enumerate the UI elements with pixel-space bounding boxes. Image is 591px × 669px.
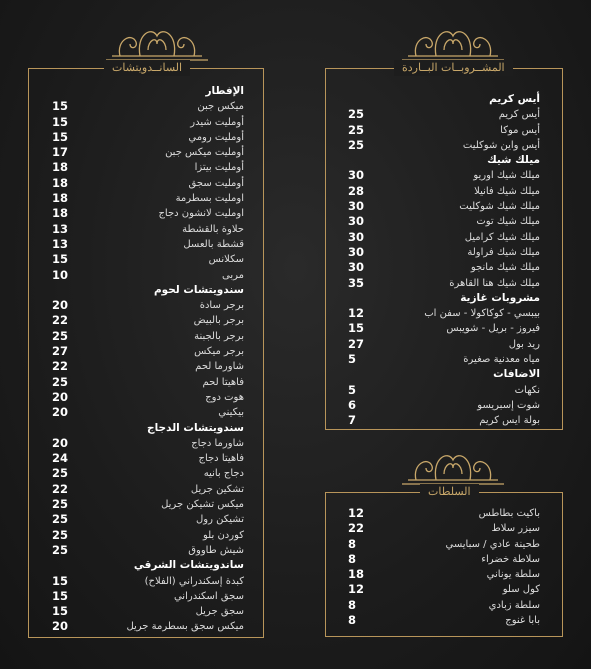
cold-drinks-title: المشــروبــات البــاردة: [394, 60, 513, 76]
menu-item-name: أومليت بيتزا: [194, 162, 244, 174]
menu-item: [348, 352, 540, 367]
menu-item-price: 12: [348, 582, 365, 597]
menu-item-price: 25: [52, 527, 69, 542]
menu-item: [52, 329, 244, 344]
menu-item: [348, 168, 540, 183]
menu-item-price: 30: [348, 168, 365, 183]
menu-item: [348, 383, 540, 398]
menu-item-price: 30: [348, 260, 365, 275]
menu-item-price: 24: [52, 451, 69, 466]
menu-item: [52, 619, 244, 634]
menu-item-price: 22: [52, 313, 69, 328]
menu-item-name: سكلانس: [208, 254, 244, 266]
menu-item-name: كبدة إسكندراني (الفلاح): [144, 575, 244, 587]
salads-list: [348, 506, 540, 628]
menu-item: [52, 543, 244, 558]
section-heading-label: سندويتشات الدجاج: [147, 421, 244, 434]
menu-item-price: 5: [348, 382, 357, 397]
menu-item: [348, 306, 540, 321]
menu-item: [52, 512, 244, 527]
section-heading: [52, 421, 244, 436]
menu-item-price: 18: [348, 567, 365, 582]
menu-item-name: ميكس جبن: [197, 101, 244, 113]
ornament-icon: [398, 20, 508, 62]
menu-item-name: ميلك شيك هنا القاهرة: [449, 277, 540, 289]
menu-item-name: شاورما دجاج: [191, 437, 244, 449]
section-heading-label: سندويتشات لحوم: [153, 283, 244, 296]
menu-item-price: 25: [52, 374, 69, 389]
menu-item: [348, 537, 540, 552]
section-heading: [348, 153, 540, 168]
menu-item-name: سيزر سلاط: [491, 523, 540, 535]
menu-item-price: 35: [348, 275, 365, 290]
menu-item-name: أومليت سجق: [188, 177, 244, 189]
menu-item-name: سلاطة خضراء: [481, 553, 540, 565]
menu-item: [348, 552, 540, 567]
sandwiches-list: [52, 84, 244, 635]
menu-item-name: ميلك شيك توت: [476, 216, 540, 228]
menu-item: [348, 582, 540, 597]
section-heading-label: الاضافات: [493, 368, 540, 381]
menu-item-price: 15: [52, 588, 69, 603]
menu-item-price: 20: [52, 405, 69, 420]
menu-item: [52, 436, 244, 451]
menu-item-price: 20: [52, 298, 69, 313]
menu-item-name: أومليت ميكس جبن: [165, 147, 244, 159]
menu-item-price: 20: [52, 389, 69, 404]
section-heading: [52, 558, 244, 573]
menu-item-name: بيبسي - كوكاكولا - سفن اب: [424, 308, 540, 320]
menu-item-name: أيس موكا: [500, 124, 540, 136]
menu-item: [52, 176, 244, 191]
menu-item-price: 8: [348, 551, 357, 566]
menu-item-name: مياه معدنية صغيرة: [463, 354, 540, 366]
menu-item: [348, 245, 540, 260]
section-heading-label: ساندويتشات الشرقي: [133, 559, 244, 572]
menu-item-name: حلاوة بالقشطة: [182, 223, 244, 235]
menu-item-price: 25: [52, 497, 69, 512]
menu-item-price: 18: [52, 191, 69, 206]
salads-title: السلطات: [420, 484, 479, 500]
menu-item: [52, 237, 244, 252]
menu-item: [348, 107, 540, 122]
menu-item: [52, 298, 244, 313]
menu-item-name: اومليت لانشون دجاج: [158, 208, 244, 220]
menu-item-price: 15: [52, 114, 69, 129]
menu-item-name: طحينة عادي / سبايسي: [445, 538, 540, 550]
menu-item: [348, 260, 540, 275]
menu-item-name: قشطة بالعسل: [183, 238, 244, 250]
menu-item-price: 15: [52, 252, 69, 267]
menu-item: [348, 138, 540, 153]
menu-item-name: برجر بالبيض: [193, 315, 244, 327]
menu-item: [52, 359, 244, 374]
menu-item-name: أيس واين شوكليت: [462, 139, 540, 151]
menu-item-name: كول سلو: [502, 584, 540, 596]
menu-item-name: فاهيتا لحم: [202, 376, 244, 388]
menu-item-name: سلطة زبادي: [488, 599, 540, 611]
section-heading-label: ميلك شيك: [487, 154, 540, 167]
menu-item: [348, 398, 540, 413]
menu-item-price: 22: [348, 521, 365, 536]
menu-item-name: سجق جريل: [195, 606, 244, 618]
menu-item: [52, 528, 244, 543]
menu-item-name: ميلك شيك مانجو: [470, 262, 540, 274]
menu-item-price: 10: [52, 267, 69, 282]
menu-item: [52, 160, 244, 175]
menu-item-name: سجق اسكندراني: [173, 590, 244, 602]
menu-item: [348, 230, 540, 245]
menu-item-price: 18: [52, 175, 69, 190]
menu-item: [52, 313, 244, 328]
menu-item-price: 5: [348, 352, 357, 367]
menu-item-name: شاورما لحم: [195, 361, 244, 373]
menu-item-name: باكيت بطاطس: [478, 508, 540, 519]
menu-item-name: ميلك شيك كراميل: [464, 231, 540, 243]
menu-item-price: 25: [348, 137, 365, 152]
menu-item: [52, 115, 244, 130]
menu-item-name: تشكين جريل: [190, 483, 244, 495]
menu-item-name: ميكس تشيكن جريل: [161, 499, 244, 511]
menu-item: [52, 482, 244, 497]
menu-item-name: برجر بالجبنة: [194, 330, 244, 342]
menu-item-name: سلطة يوناني: [486, 569, 540, 581]
menu-item-name: فيروز - بريل - شويبس: [446, 323, 540, 335]
menu-item: [348, 214, 540, 229]
menu-item-price: 17: [52, 145, 69, 160]
menu-item: [348, 123, 540, 138]
menu-item-name: اومليت بسطرمة: [175, 193, 244, 205]
menu-item-price: 12: [348, 306, 365, 321]
menu-item-price: 30: [348, 214, 365, 229]
menu-item: [52, 604, 244, 619]
menu-item: [52, 252, 244, 267]
menu-item: [348, 598, 540, 613]
menu-item-price: 25: [52, 512, 69, 527]
menu-item: [52, 497, 244, 512]
menu-item: [348, 506, 540, 521]
menu-item: [52, 375, 244, 390]
menu-item-price: 22: [52, 359, 69, 374]
menu-item-price: 15: [52, 99, 69, 114]
menu-item-name: بولة ايس كريم: [479, 415, 540, 427]
menu-item-price: 30: [348, 199, 365, 214]
menu-item-price: 27: [52, 344, 69, 359]
menu-item-price: 25: [348, 107, 365, 122]
menu-item-name: أيس كريم: [498, 109, 540, 121]
menu-item: [52, 589, 244, 604]
section-heading: [52, 84, 244, 99]
menu-item-price: 15: [52, 604, 69, 619]
menu-item-price: 28: [348, 183, 365, 198]
menu-item-price: 25: [52, 542, 69, 557]
menu-item-name: بابا غنوج: [505, 615, 540, 627]
menu-item: [348, 321, 540, 336]
menu-item: [348, 413, 540, 428]
menu-item-price: 18: [52, 206, 69, 221]
menu-item: [348, 337, 540, 352]
menu-item-name: أومليت رومي: [188, 131, 244, 143]
menu-item: [52, 191, 244, 206]
menu-item: [52, 145, 244, 160]
menu-item-price: 15: [52, 573, 69, 588]
menu-item: [52, 268, 244, 283]
menu-item-price: 18: [52, 160, 69, 175]
menu-item-name: أومليت شيدر: [190, 116, 244, 128]
menu-item-name: برجر سادة: [199, 300, 244, 312]
menu-item: [348, 567, 540, 582]
menu-item-name: هوت دوج: [205, 391, 244, 403]
menu-item-price: 6: [348, 397, 357, 412]
menu-item-price: 20: [52, 435, 69, 450]
menu-item-price: 15: [348, 321, 365, 336]
menu-item-name: ميلك شيك شوكليت: [459, 201, 540, 213]
menu-item-name: نكهات: [514, 384, 540, 396]
menu-item-price: 8: [348, 613, 357, 628]
section-heading-label: الإفطار: [205, 85, 244, 97]
menu-item-price: 27: [348, 336, 365, 351]
menu-item-name: ميلك شيك اوريو: [473, 170, 540, 182]
menu-item-name: تشيكن رول: [196, 514, 244, 526]
menu-item-price: 25: [348, 122, 365, 137]
menu-item: [52, 405, 244, 420]
menu-item: [52, 130, 244, 145]
menu-item-price: 8: [348, 597, 357, 612]
menu-item: [348, 184, 540, 199]
menu-item: [52, 451, 244, 466]
menu-item: [348, 199, 540, 214]
sandwiches-title: السانــدويتشات: [104, 60, 190, 76]
menu-item: [348, 276, 540, 291]
menu-item: [52, 344, 244, 359]
menu-item-price: 15: [52, 129, 69, 144]
menu-item-name: كوردن بلو: [203, 529, 244, 541]
menu-item-name: ميلك شيك فانيلا: [474, 185, 540, 197]
menu-item-name: برجر ميكس: [194, 346, 244, 358]
section-heading: [348, 367, 540, 382]
menu-item: [52, 466, 244, 481]
menu-item-name: دجاج بانيه: [203, 468, 244, 480]
menu-item-price: 20: [52, 619, 69, 634]
menu-item-name: فاهيتا دجاج: [198, 453, 244, 465]
section-heading: [52, 283, 244, 298]
menu-item: [348, 521, 540, 536]
menu-item-name: ريد بول: [508, 338, 540, 350]
menu-item-price: 13: [52, 221, 69, 236]
section-heading-label: مشروبات غازية: [460, 291, 540, 304]
ornament-icon: [102, 20, 212, 62]
menu-item-price: 13: [52, 236, 69, 251]
menu-item-price: 30: [348, 244, 365, 259]
menu-item: [52, 99, 244, 114]
menu-item-price: 25: [52, 466, 69, 481]
cold-drinks-list: [348, 92, 540, 429]
section-heading-label: أيس كريم: [489, 93, 540, 105]
menu-item: [348, 613, 540, 628]
ornament-icon: [398, 444, 508, 486]
menu-item-name: شيش طاووق: [188, 544, 244, 556]
menu-item-name: شوت إسبريسو: [477, 399, 540, 411]
menu-item-price: 7: [348, 413, 357, 428]
menu-item-price: 30: [348, 229, 365, 244]
menu-item-name: ميلك شيك فراولة: [467, 246, 540, 258]
menu-item-price: 8: [348, 536, 357, 551]
menu-item-price: 25: [52, 328, 69, 343]
menu-item-price: 22: [52, 481, 69, 496]
section-heading: [348, 92, 540, 107]
menu-item: [52, 574, 244, 589]
menu-item: [52, 390, 244, 405]
menu-item-name: بيكيني: [218, 407, 244, 419]
menu-item-price: 12: [348, 506, 365, 520]
menu-item: [52, 222, 244, 237]
section-heading: [348, 291, 540, 306]
menu-item: [52, 206, 244, 221]
menu-item-name: ميكس سجق بسطرمة جريل: [126, 621, 244, 633]
menu-item-name: مربى: [222, 269, 244, 281]
